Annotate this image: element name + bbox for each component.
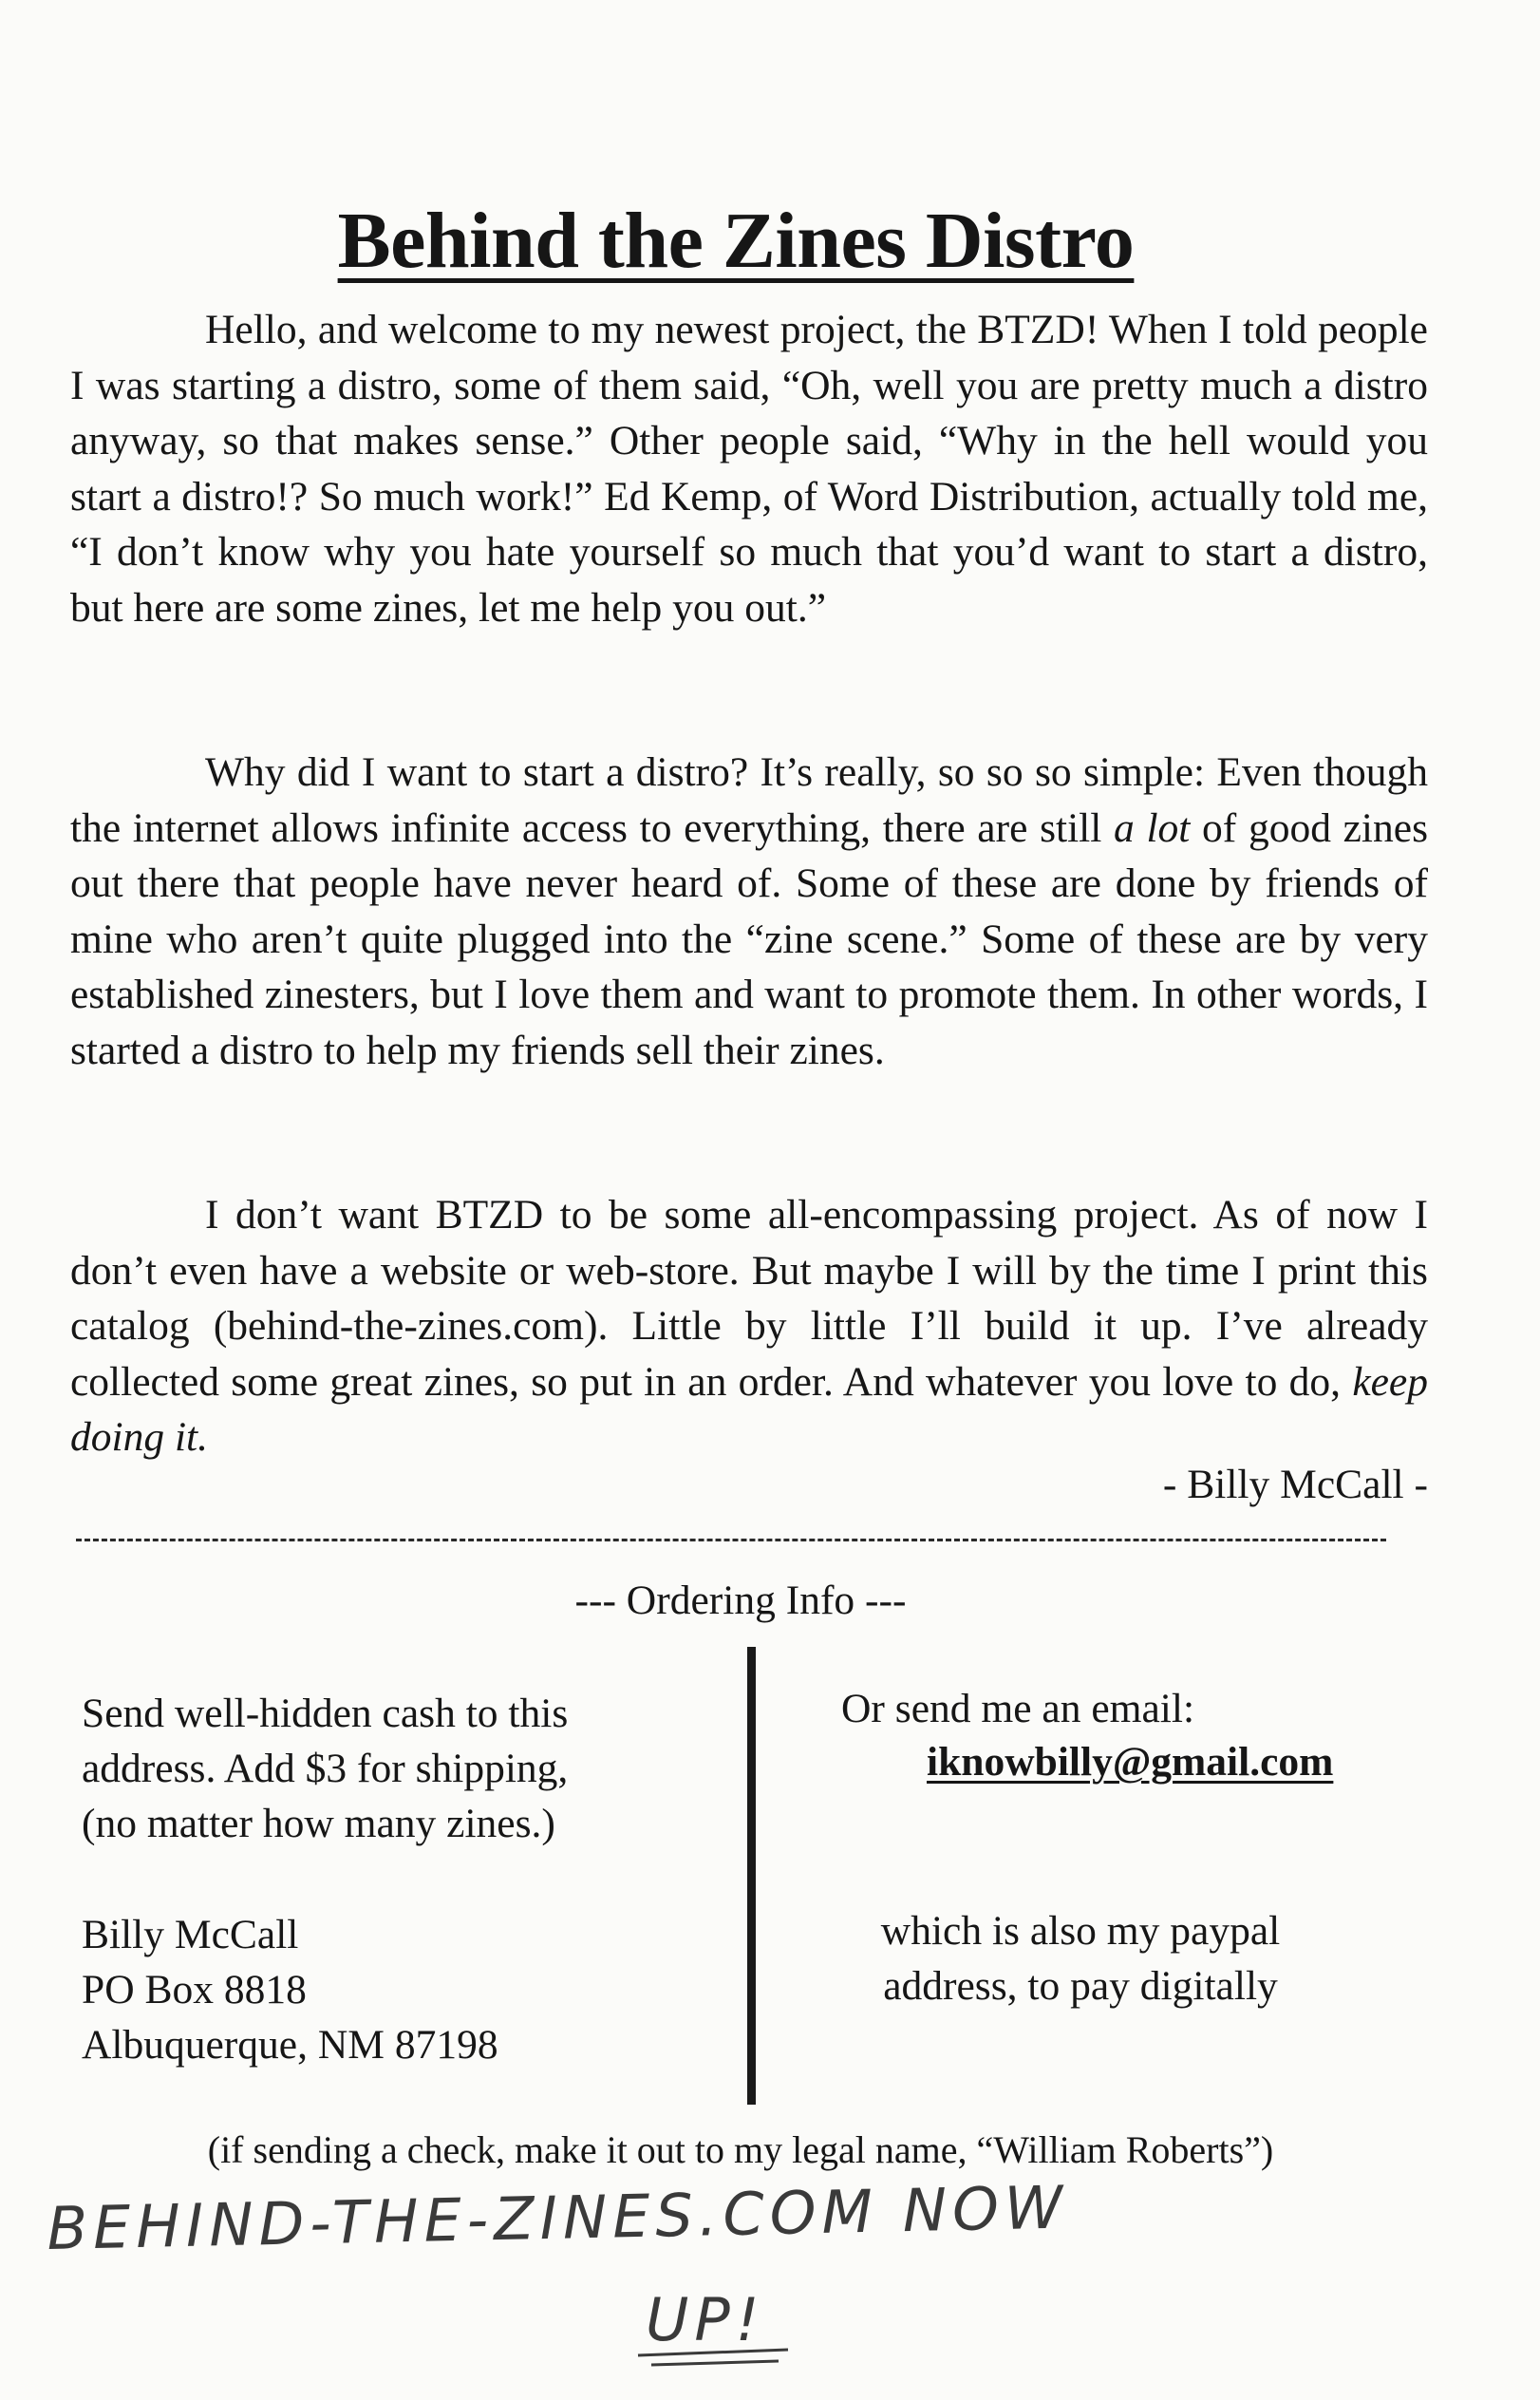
intro-paragraph-3-text: I don’t want BTZD to be some all-encompassing project. As of now I don’t even have a website or web-store. But maybe I will by the time I print this catalog (behind-the-zines.com). Little by little I’ll build it up. I’ve already collected some great zines, so put in an order. And whatever you love to do,: [70, 1192, 1428, 1405]
handwritten-line-1: BEHIND-THE-ZINES.COM NOW: [46, 2181, 1069, 2263]
cash-instructions-line: (no matter how many zines.): [82, 1801, 555, 1846]
cash-instructions: [82, 1686, 727, 1851]
handwritten-note-svg: [38, 2181, 1481, 2371]
check-note: (if sending a check, make it out to my legal name, “William Roberts”): [207, 2128, 1274, 2171]
intro-paragraph-2-text-a: Why did I want to start a distro? It’s really, so so so simple: Even though the internet allows infinite access to everything, there are still: [70, 749, 1428, 851]
intro-paragraph-1: [70, 302, 1428, 635]
emphasis-keep-doing-it: keep doing it.: [70, 1358, 1428, 1460]
handwritten-note: [38, 2181, 1481, 2371]
intro-paragraph-3: [70, 1187, 1428, 1465]
dashed-divider: [76, 1539, 1386, 1541]
handwritten-underline: [651, 2361, 779, 2365]
address-name: Billy McCall: [82, 1912, 299, 1957]
intro-paragraph-1-text: Hello, and welcome to my newest project, the BTZD! When I told people I was starting a distro, some of them said, “Oh, well you are pretty much a distro anyway, so that makes sense.” Other people said, “Why in the hell would you start a distro!? So much work!” Ed Kemp, of Word Distribution, actually told me, “I don’t know why you hate yourself so much that you’d want to start a distro, but here are some zines, let me help you out.”: [70, 307, 1428, 631]
paypal-note-line: which is also my paypal: [880, 1908, 1281, 1954]
page-title: Behind the Zines Distro: [337, 197, 1135, 286]
emphasis-a-lot: a lot: [1114, 804, 1191, 851]
mailing-address: [82, 1907, 727, 2072]
address-city: Albuquerque, NM 87198: [82, 2022, 498, 2068]
paypal-note-line: address, to pay digitally: [883, 1963, 1278, 2009]
cash-instructions-line: address. Add $3 for shipping,: [82, 1746, 569, 1791]
address-po-box: PO Box 8818: [82, 1967, 307, 2013]
email-address: iknowbilly@gmail.com: [927, 1739, 1334, 1785]
cash-instructions-line: Send well-hidden cash to this: [82, 1691, 569, 1736]
intro-paragraph-2: [70, 745, 1428, 1078]
ordering-info-heading: --- Ordering Info ---: [574, 1578, 907, 1623]
handwritten-line-2: UP!: [646, 2285, 765, 2354]
signature: - Billy McCall -: [1162, 1462, 1428, 1507]
email-intro: Or send me an email:: [841, 1686, 1195, 1731]
intro-paragraph-2-text-b: of good zines out there that people have never heard of. Some of these are done by friends of mine who aren’t quite plugged into the “zine scene.” Some of these are by very established zinesters, but I love them and want to promote them. In other words, I started a distro to help my friends sell their zines.: [70, 804, 1428, 1073]
paypal-note: [834, 1903, 1327, 2013]
column-divider: [747, 1647, 756, 2105]
